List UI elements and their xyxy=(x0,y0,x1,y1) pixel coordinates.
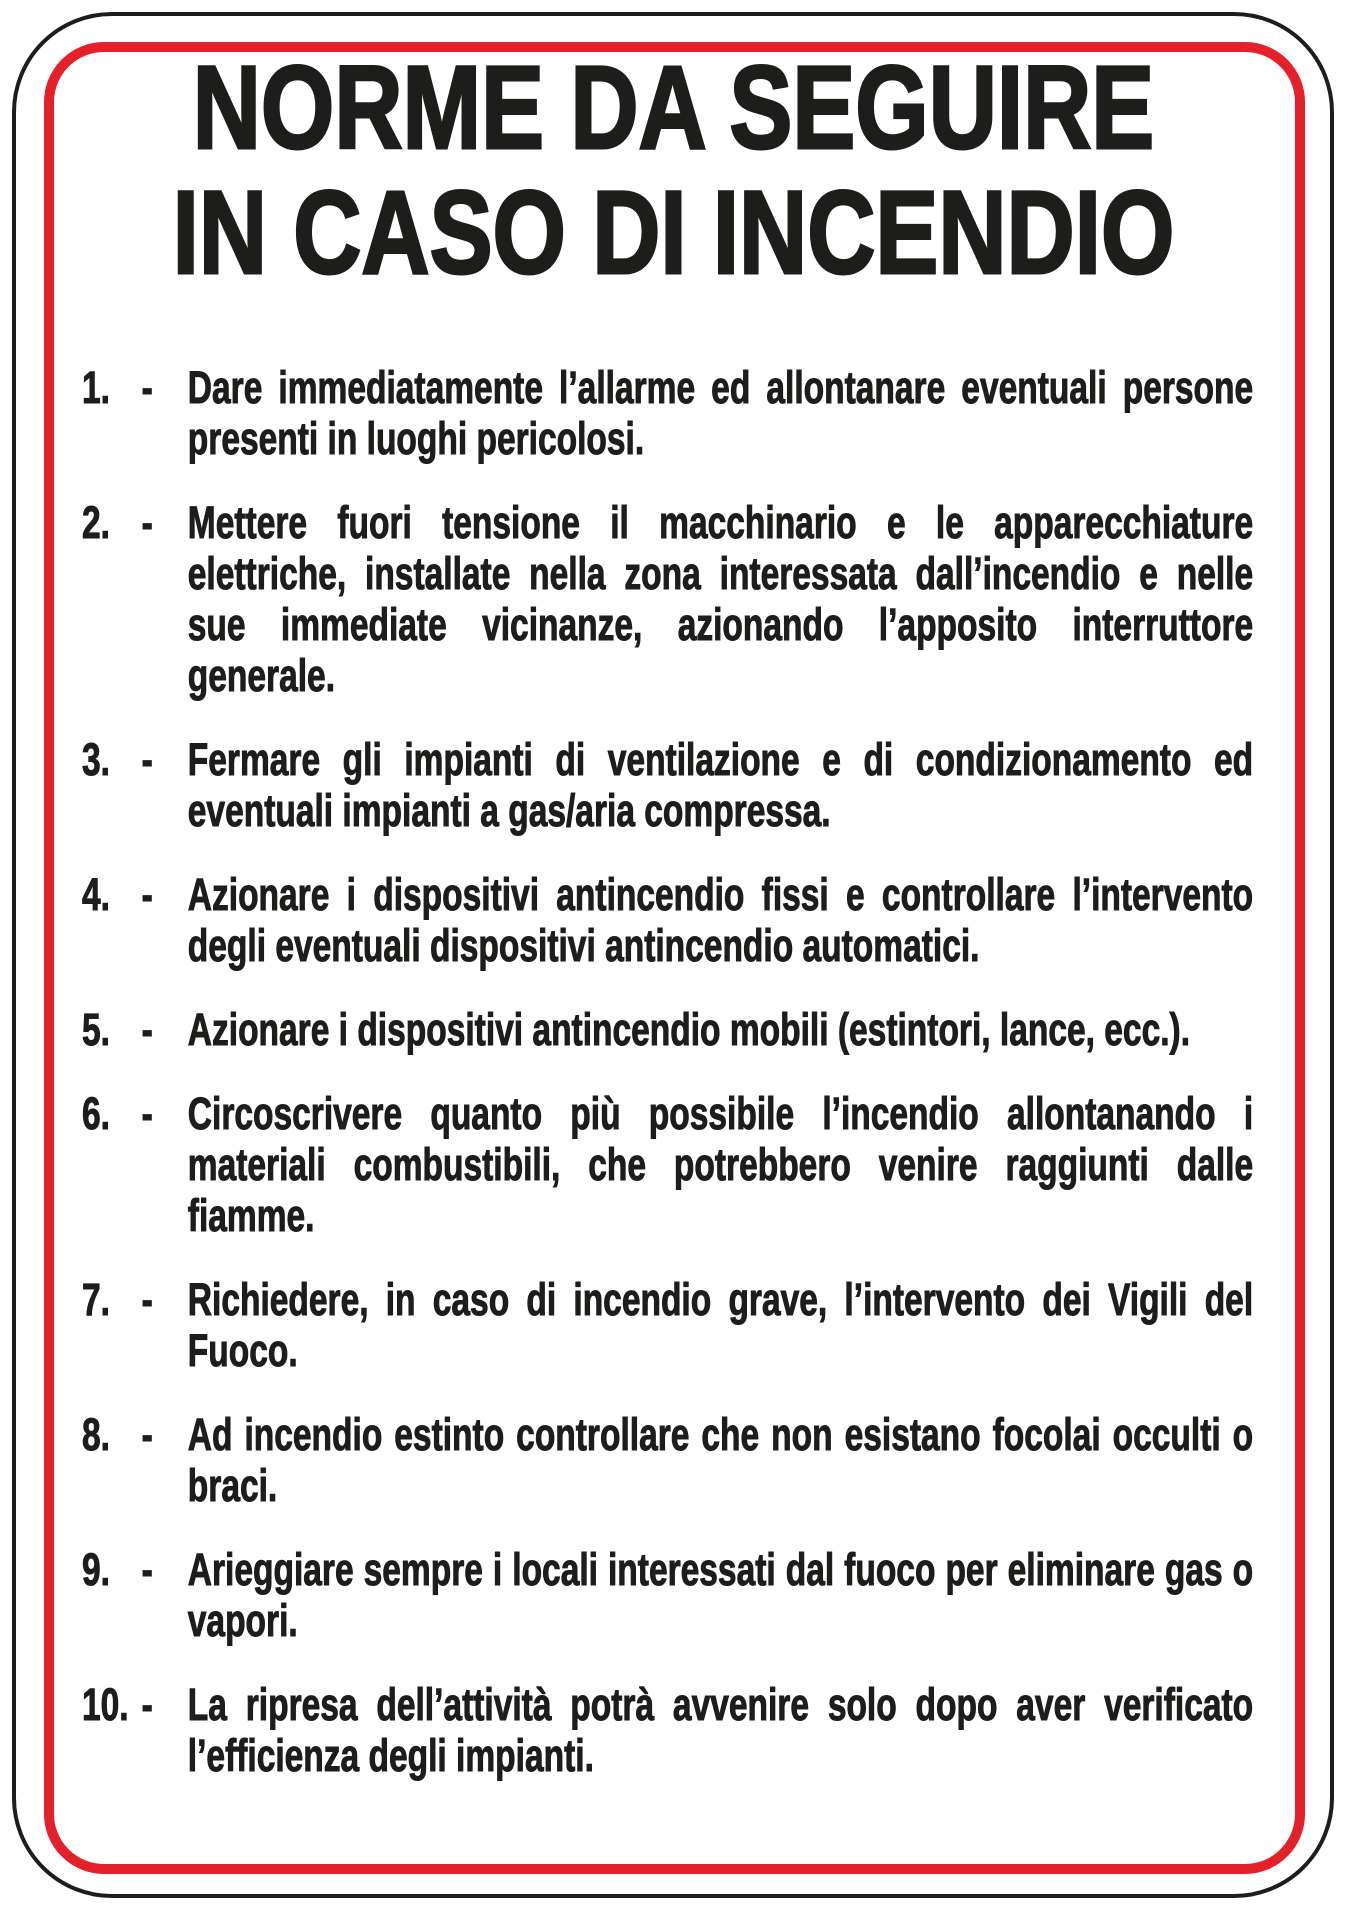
item-text: Richiedere, in caso di incendio grave, l’intervento dei Vigili del Fuoco. xyxy=(187,1274,1254,1376)
item-text: Circoscrivere quanto più possibile l’incendio allontanando i materiali combustibili, che potrebbero venire raggiunti dalle fiamme. xyxy=(187,1088,1254,1241)
item-number: 10. xyxy=(82,1679,129,1730)
list-item xyxy=(82,1544,1253,1646)
list-item xyxy=(82,497,1253,701)
list-item xyxy=(82,1088,1253,1241)
item-number: 2. xyxy=(82,497,110,548)
item-dash: - xyxy=(141,1409,153,1460)
item-dash: - xyxy=(141,1544,153,1595)
item-text: La ripresa dell’attività potrà avvenire solo dopo aver verificato l’efficienza degli impianti. xyxy=(187,1679,1254,1781)
item-dash: - xyxy=(141,1679,153,1730)
item-dash: - xyxy=(141,734,153,785)
item-text: Azionare i dispositivi antincendio mobili (estintori, lance, ecc.). xyxy=(187,1004,1191,1055)
item-number: 6. xyxy=(82,1088,110,1139)
item-dash: - xyxy=(141,362,153,413)
item-number: 5. xyxy=(82,1004,110,1055)
item-number: 3. xyxy=(82,734,110,785)
item-number: 7. xyxy=(82,1274,110,1325)
item-dash: - xyxy=(141,1088,153,1139)
rules-list xyxy=(82,362,1253,1781)
item-dash: - xyxy=(141,1274,153,1325)
item-dash: - xyxy=(141,497,153,548)
sign-title xyxy=(0,42,1347,299)
item-text: Ad incendio estinto controllare che non esistano focolai occulti o braci. xyxy=(187,1409,1254,1511)
title-line-1: NORME DA SEGUIRE xyxy=(192,42,1155,174)
item-text: Mettere fuori tensione il macchinario e le apparecchiature elettriche, installate nella zona interessata dall’incendio e nelle sue immediate vicinanze, azionando l’apposito interruttore generale. xyxy=(187,497,1254,701)
list-item xyxy=(82,362,1253,464)
item-text: Fermare gli impianti di ventilazione e di condizionamento ed eventuali impianti a gas/aria compressa. xyxy=(187,734,1254,836)
item-text: Dare immediatamente l’allarme ed allontanare eventuali persone presenti in luoghi pericolosi. xyxy=(187,362,1254,464)
list-item xyxy=(82,869,1253,971)
item-number: 9. xyxy=(82,1544,110,1595)
list-item xyxy=(82,1274,1253,1376)
item-dash: - xyxy=(141,869,153,920)
item-text: Arieggiare sempre i locali interessati dal fuoco per eliminare gas o vapori. xyxy=(187,1544,1254,1646)
list-item xyxy=(82,1409,1253,1511)
item-number: 4. xyxy=(82,869,110,920)
item-dash: - xyxy=(141,1004,153,1055)
title-line-2: IN CASO DI INCENDIO xyxy=(172,167,1175,299)
item-text: Azionare i dispositivi antincendio fissi e controllare l’intervento degli eventuali dispositivi antincendio automatici. xyxy=(187,869,1254,971)
list-item xyxy=(82,1679,1253,1781)
list-item xyxy=(82,1004,1253,1055)
list-item xyxy=(82,734,1253,836)
item-number: 1. xyxy=(82,362,110,413)
item-number: 8. xyxy=(82,1409,110,1460)
